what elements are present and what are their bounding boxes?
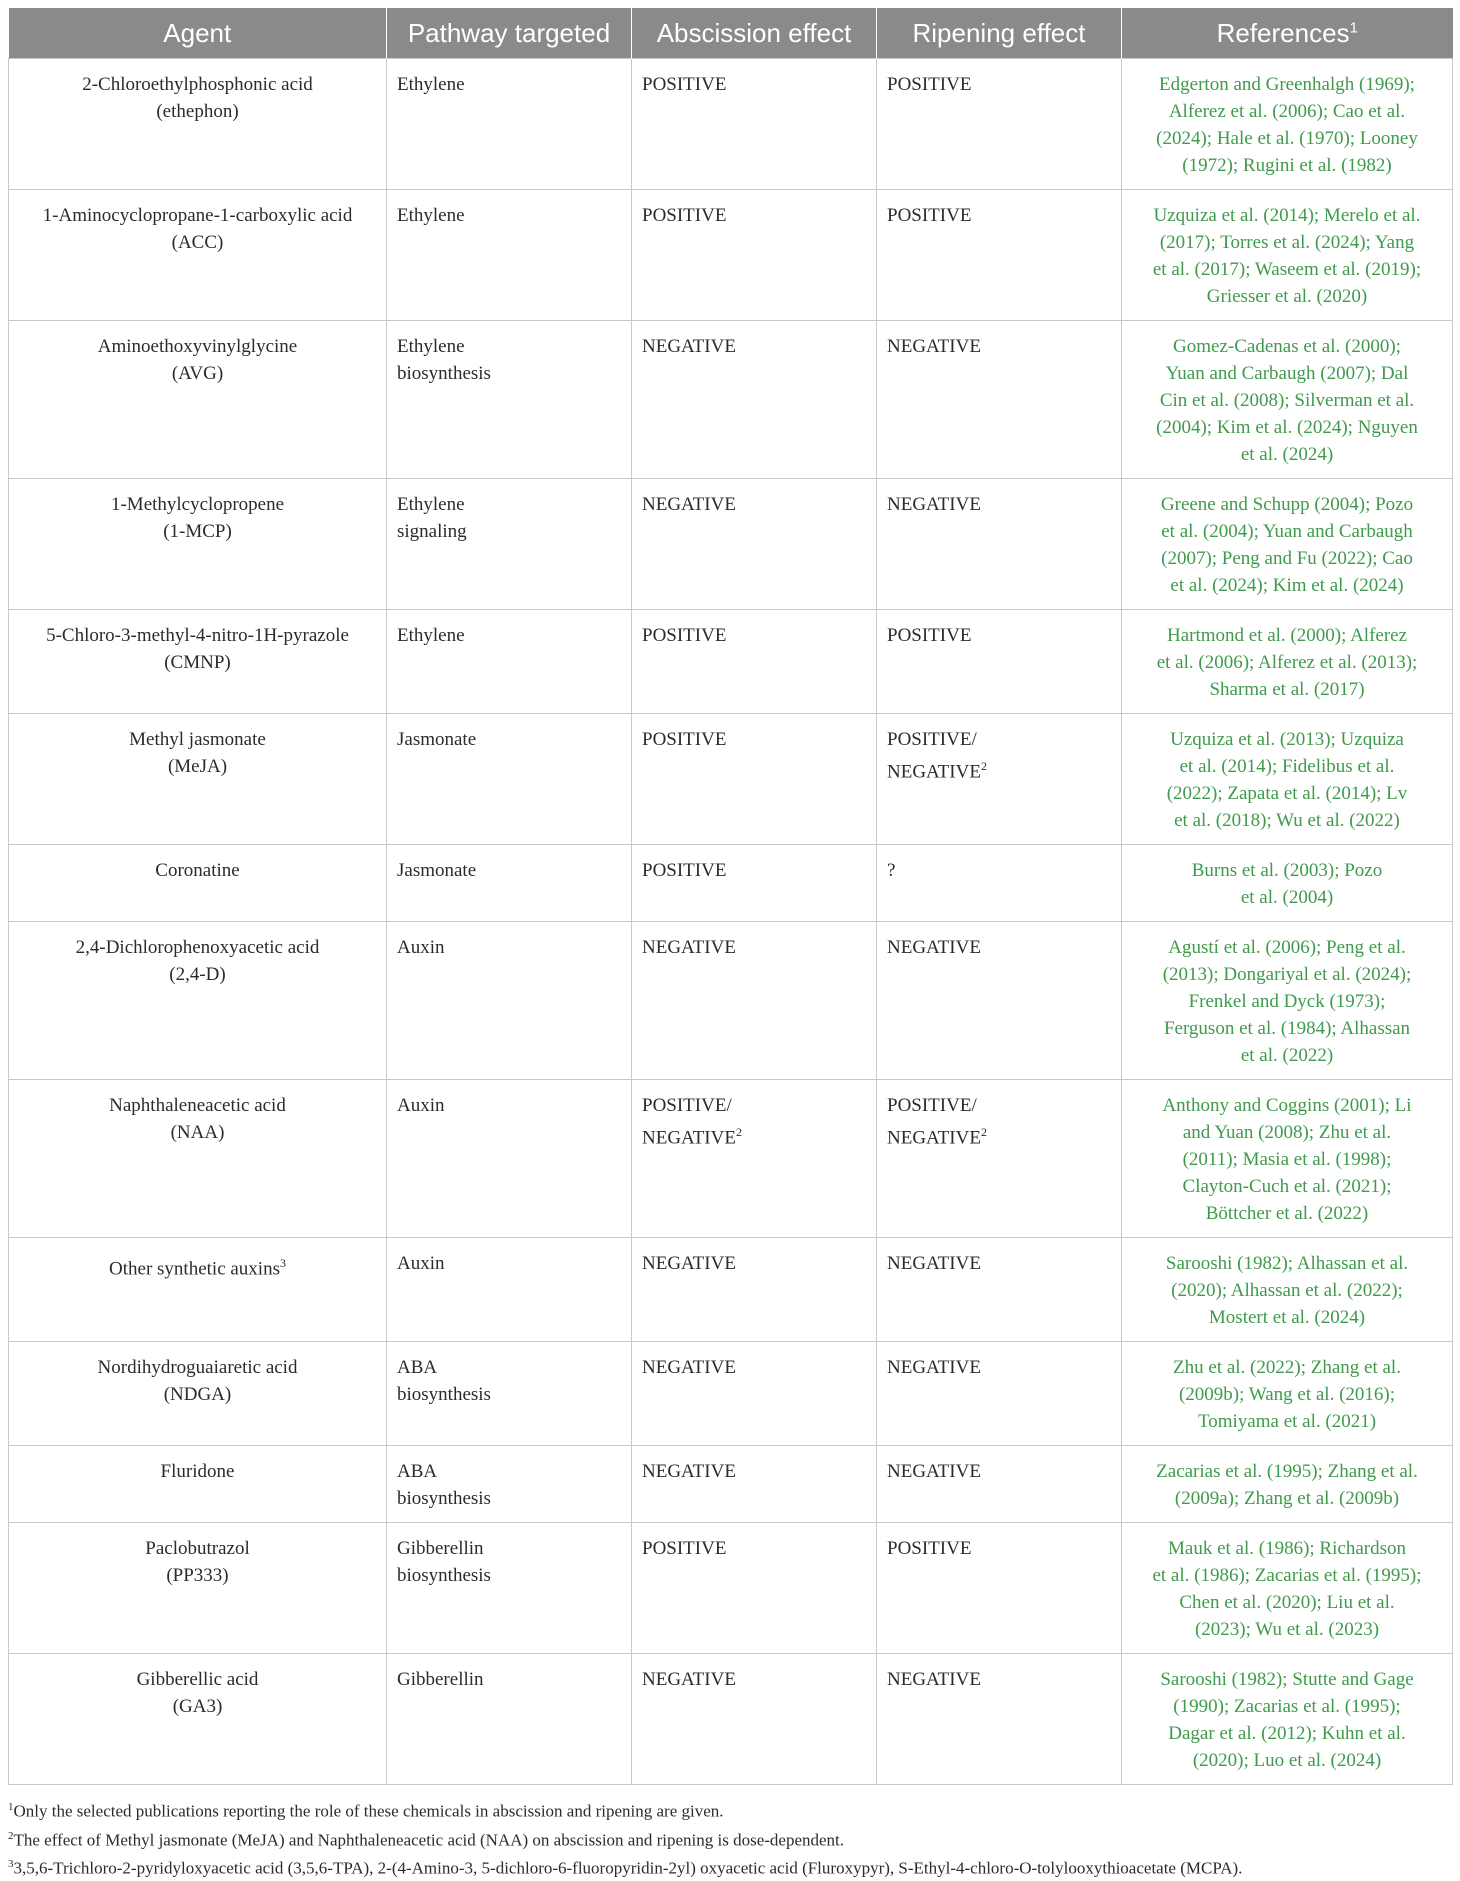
references-line: and Yuan (2008); Zhu et al. <box>1182 1122 1392 1143</box>
header-agent: Agent <box>9 8 387 59</box>
ripening-cell <box>877 714 1122 845</box>
references-line: (2013); Dongariyal et al. (2024); <box>1162 964 1412 985</box>
agent-cell <box>9 190 387 321</box>
references-line: (2022); Zapata et al. (2014); Lv <box>1166 783 1408 804</box>
agent-line: Fluridone <box>160 1461 235 1482</box>
agent-cell <box>9 714 387 845</box>
ripening-cell <box>877 610 1122 714</box>
abscission-line: POSITIVE <box>642 729 727 750</box>
references-cell <box>1122 845 1453 922</box>
references-line: Alferez et al. (2006); Cao et al. <box>1168 101 1406 122</box>
pathway-cell <box>387 1342 632 1446</box>
pathway-line: biosynthesis <box>397 1384 491 1405</box>
agent-line: Gibberellic acid <box>136 1669 259 1690</box>
abscission-cell <box>632 1523 877 1654</box>
agent-line: Naphthaleneacetic acid <box>109 1095 286 1116</box>
table-row <box>9 1446 1453 1523</box>
pathway-cell <box>387 922 632 1080</box>
pathway-cell <box>387 1238 632 1342</box>
table-row <box>9 922 1453 1080</box>
ripening-line: POSITIVE/ <box>887 1095 977 1116</box>
references-line: Böttcher et al. (2022) <box>1205 1203 1369 1224</box>
ripening-line: NEGATIVE <box>887 1669 981 1690</box>
table-row <box>9 1654 1453 1785</box>
ripening-line: NEGATIVE$^2$ <box>887 759 987 783</box>
pathway-line: biosynthesis <box>397 363 491 384</box>
agent-line: 2-Chloroethylphosphonic acid <box>82 74 313 95</box>
ripening-cell <box>877 1342 1122 1446</box>
references-line: Gomez-Cadenas et al. (2000); <box>1173 336 1401 357</box>
references-line: (2020); Luo et al. (2024) <box>1192 1750 1382 1771</box>
references-line: Hartmond et al. (2000); Alferez <box>1166 625 1408 646</box>
table-body <box>9 59 1453 1785</box>
references-line: et al. (2017); Waseem et al. (2019); <box>1152 259 1422 280</box>
pathway-line: Ethylene <box>397 336 465 357</box>
references-line: Greene and Schupp (2004); Pozo <box>1160 494 1414 515</box>
references-line: Sharma et al. (2017) <box>1209 679 1365 700</box>
footnote <box>8 1795 1452 1824</box>
agent-line: (GA3) <box>172 1696 223 1717</box>
footnote-marker: 2 <box>980 759 987 773</box>
table-row <box>9 321 1453 479</box>
abscission-line: NEGATIVE <box>642 1253 736 1274</box>
pathway-line: Ethylene <box>397 494 465 515</box>
abscission-cell <box>632 714 877 845</box>
agent-cell <box>9 1080 387 1238</box>
ripening-line: NEGATIVE <box>887 494 981 515</box>
ripening-cell <box>877 321 1122 479</box>
references-line: Sarooshi (1982); Alhassan et al. <box>1165 1253 1409 1274</box>
abscission-line: POSITIVE/ <box>642 1095 732 1116</box>
pathway-line: Auxin <box>397 937 445 958</box>
pathway-cell <box>387 714 632 845</box>
ripening-line: POSITIVE/ <box>887 729 977 750</box>
references-line: Uzquiza et al. (2013); Uzquiza <box>1170 729 1404 750</box>
references-cell <box>1122 714 1453 845</box>
references-line: et al. (2024) <box>1240 444 1334 465</box>
references-line: Tomiyama et al. (2021) <box>1197 1411 1377 1432</box>
pathway-cell <box>387 1080 632 1238</box>
ripening-line: NEGATIVE$^2$ <box>887 1125 987 1149</box>
ripening-line: ? <box>887 860 896 881</box>
references-line: (2004); Kim et al. (2024); Nguyen <box>1156 417 1418 438</box>
agent-line: Methyl jasmonate <box>129 729 266 750</box>
references-line: (2017); Torres et al. (2024); Yang <box>1159 232 1415 253</box>
table-row <box>9 610 1453 714</box>
abscission-cell <box>632 1238 877 1342</box>
pathway-line: Jasmonate <box>397 729 477 750</box>
references-line: Mauk et al. (1986); Richardson <box>1168 1538 1406 1559</box>
ripening-cell <box>877 1523 1122 1654</box>
ripening-line: POSITIVE <box>887 625 972 646</box>
ripening-cell <box>877 1654 1122 1785</box>
footnote-marker: 3 <box>8 1858 14 1871</box>
footnote-marker: 1 <box>1349 18 1358 36</box>
agent-cell <box>9 845 387 922</box>
abscission-line: POSITIVE <box>642 860 727 881</box>
references-cell <box>1122 1446 1453 1523</box>
references-line: Frenkel and Dyck (1973); <box>1188 991 1386 1012</box>
agent-line: (NDGA) <box>163 1384 232 1405</box>
ripening-cell <box>877 1080 1122 1238</box>
table-row <box>9 714 1453 845</box>
abscission-line: NEGATIVE <box>642 1669 736 1690</box>
pathway-line: signaling <box>397 521 467 542</box>
references-line: Agustí et al. (2006); Peng et al. <box>1168 937 1406 958</box>
footnote-text: Only the selected publications reporting the role of these chemicals in abscission and ripening are given. <box>13 1801 724 1821</box>
references-cell <box>1122 1342 1453 1446</box>
abscission-cell <box>632 321 877 479</box>
ripening-line: NEGATIVE <box>887 1253 981 1274</box>
ripening-line: POSITIVE <box>887 205 972 226</box>
references-line: et al. (1986); Zacarias et al. (1995); <box>1152 1565 1422 1586</box>
abscission-cell <box>632 1080 877 1238</box>
abscission-cell <box>632 190 877 321</box>
pathway-cell <box>387 610 632 714</box>
footnote-text: The effect of Methyl jasmonate (MeJA) and Naphthaleneacetic acid (NAA) on abscission and ripening is dose-dependent. <box>13 1830 845 1850</box>
agent-line: (PP333) <box>166 1565 229 1586</box>
abscission-cell <box>632 479 877 610</box>
pathway-cell <box>387 321 632 479</box>
agent-cell <box>9 1446 387 1523</box>
abscission-line: NEGATIVE <box>642 494 736 515</box>
ripening-line: POSITIVE <box>887 1538 972 1559</box>
abscission-cell <box>632 1654 877 1785</box>
table-row <box>9 59 1453 190</box>
agent-line: (ethephon) <box>156 101 239 122</box>
table-header-row <box>9 8 1453 59</box>
pathway-line: Ethylene <box>397 205 465 226</box>
pathway-line: ABA <box>397 1357 438 1378</box>
table-row <box>9 1080 1453 1238</box>
references-line: (2007); Peng and Fu (2022); Cao <box>1161 548 1413 569</box>
abscission-line: POSITIVE <box>642 625 727 646</box>
table-row <box>9 1523 1453 1654</box>
ripening-line: NEGATIVE <box>887 1357 981 1378</box>
abscission-line: POSITIVE <box>642 74 727 95</box>
abscission-cell <box>632 1446 877 1523</box>
references-line: et al. (2022) <box>1240 1045 1334 1066</box>
agent-line: 5-Chloro-3-methyl-4-nitro-1H-pyrazole <box>46 625 349 646</box>
abscission-line: NEGATIVE <box>642 937 736 958</box>
agent-line: Paclobutrazol <box>145 1538 250 1559</box>
abscission-cell <box>632 922 877 1080</box>
ripening-cell <box>877 59 1122 190</box>
references-cell <box>1122 610 1453 714</box>
pathway-line: Auxin <box>397 1095 445 1116</box>
pathway-cell <box>387 1446 632 1523</box>
abscission-cell <box>632 59 877 190</box>
ripening-line: NEGATIVE <box>887 336 981 357</box>
references-line: (2009b); Wang et al. (2016); <box>1178 1384 1396 1405</box>
agent-cell <box>9 479 387 610</box>
pathway-line: Ethylene <box>397 74 465 95</box>
table-row <box>9 190 1453 321</box>
abscission-line: POSITIVE <box>642 205 727 226</box>
header-pathway: Pathway targeted <box>387 8 632 59</box>
header-ripening: Ripening effect <box>877 8 1122 59</box>
references-line: et al. (2004); Yuan and Carbaugh <box>1161 521 1413 542</box>
agents-table <box>8 8 1453 1785</box>
pathway-cell <box>387 59 632 190</box>
references-line: (1990); Zacarias et al. (1995); <box>1173 1696 1401 1717</box>
footnote <box>8 1824 1452 1853</box>
pathway-line: biosynthesis <box>397 1565 491 1586</box>
references-line: Cin et al. (2008); Silverman et al. <box>1159 390 1415 411</box>
references-line: Sarooshi (1982); Stutte and Gage <box>1160 1669 1414 1690</box>
table-container <box>8 8 1452 1881</box>
ripening-line: NEGATIVE <box>887 937 981 958</box>
ripening-cell <box>877 922 1122 1080</box>
abscission-line: NEGATIVE$^2$ <box>642 1125 742 1149</box>
pathway-cell <box>387 1523 632 1654</box>
agent-line: (2,4-D) <box>169 964 226 985</box>
ripening-line: NEGATIVE <box>887 1461 981 1482</box>
references-cell <box>1122 1238 1453 1342</box>
pathway-line: Jasmonate <box>397 860 477 881</box>
references-line: Griesser et al. (2020) <box>1206 286 1368 307</box>
abscission-line: NEGATIVE <box>642 1357 736 1378</box>
pathway-cell <box>387 1654 632 1785</box>
agent-cell <box>9 1654 387 1785</box>
ripening-cell <box>877 190 1122 321</box>
footnote-marker: 3 <box>279 1256 286 1270</box>
references-line: et al. (2014); Fidelibus et al. <box>1179 756 1395 777</box>
agent-cell <box>9 610 387 714</box>
abscission-cell <box>632 610 877 714</box>
abscission-line: POSITIVE <box>642 1538 727 1559</box>
agent-cell <box>9 922 387 1080</box>
references-line: Mostert et al. (2024) <box>1208 1307 1366 1328</box>
references-line: et al. (2006); Alferez et al. (2013); <box>1156 652 1418 673</box>
references-line: et al. (2004) <box>1240 887 1334 908</box>
references-line: Zacarias et al. (1995); Zhang et al. <box>1156 1461 1418 1482</box>
agent-line: (AVG) <box>171 363 224 384</box>
references-line: Uzquiza et al. (2014); Merelo et al. <box>1153 205 1421 226</box>
references-line: Anthony and Coggins (2001); Li <box>1162 1095 1412 1116</box>
references-line: Yuan and Carbaugh (2007); Dal <box>1165 363 1409 384</box>
pathway-cell <box>387 190 632 321</box>
agent-line: (MeJA) <box>167 756 228 777</box>
pathway-line: Auxin <box>397 1253 445 1274</box>
footnote-marker: 2 <box>980 1125 987 1139</box>
ripening-cell <box>877 845 1122 922</box>
agent-cell <box>9 1342 387 1446</box>
references-line: Burns et al. (2003); Pozo <box>1191 860 1383 881</box>
agent-cell <box>9 1523 387 1654</box>
agent-line: Nordihydroguaiaretic acid <box>97 1357 298 1378</box>
abscission-cell <box>632 1342 877 1446</box>
footnote-marker: 2 <box>8 1829 14 1842</box>
pathway-line: Gibberellin <box>397 1538 484 1559</box>
footnote-marker: 1 <box>8 1801 14 1813</box>
footnote-text: 3,5,6-Trichloro-2-pyridyloxyacetic acid (3,5,6-TPA), 2-(4-Amino-3, 5-dichloro-6-fluoropyridin-2yl) oxyacetic acid (Fluroxypyr), S-Ethyl-4-chloro-O-tolylooxythioacetate (MCPA). <box>13 1858 1243 1878</box>
agent-line: Other synthetic auxins$^3$ <box>109 1256 286 1280</box>
ripening-cell <box>877 1238 1122 1342</box>
pathway-line: Ethylene <box>397 625 465 646</box>
references-line: Zhu et al. (2022); Zhang et al. <box>1173 1357 1401 1378</box>
agent-line: 1-Aminocyclopropane-1-carboxylic acid <box>42 205 353 226</box>
table-row <box>9 845 1453 922</box>
references-line: Chen et al. (2020); Liu et al. <box>1179 1592 1395 1613</box>
abscission-line: NEGATIVE <box>642 336 736 357</box>
header-references: References$^1$ <box>1122 8 1453 59</box>
references-line: et al. (2024); Kim et al. (2024) <box>1170 575 1404 596</box>
ripening-cell <box>877 1446 1122 1523</box>
pathway-line: Gibberellin <box>397 1669 484 1690</box>
agent-line: (CMNP) <box>164 652 231 673</box>
references-cell <box>1122 1654 1453 1785</box>
pathway-cell <box>387 479 632 610</box>
header-abscission: Abscission effect <box>632 8 877 59</box>
references-line: (2020); Alhassan et al. (2022); <box>1171 1280 1403 1301</box>
references-cell <box>1122 59 1453 190</box>
agent-cell <box>9 1238 387 1342</box>
references-line: Edgerton and Greenhalgh (1969); <box>1159 74 1415 95</box>
agent-line: (1-MCP) <box>163 521 232 542</box>
footnote <box>8 1852 1452 1881</box>
table-row <box>9 1342 1453 1446</box>
footnote-marker: 2 <box>735 1125 742 1139</box>
references-cell <box>1122 479 1453 610</box>
agent-line: 2,4-Dichlorophenoxyacetic acid <box>75 937 320 958</box>
abscission-cell <box>632 845 877 922</box>
references-cell <box>1122 190 1453 321</box>
references-cell <box>1122 1523 1453 1654</box>
agent-line: Coronatine <box>155 860 240 881</box>
references-line: (2024); Hale et al. (1970); Looney <box>1156 128 1418 149</box>
table-row <box>9 1238 1453 1342</box>
agent-line: Aminoethoxyvinylglycine <box>97 336 298 357</box>
agent-cell <box>9 59 387 190</box>
table-row <box>9 479 1453 610</box>
references-cell <box>1122 1080 1453 1238</box>
references-line: Dagar et al. (2012); Kuhn et al. <box>1168 1723 1406 1744</box>
references-line: (2011); Masia et al. (1998); <box>1182 1149 1392 1170</box>
references-line: et al. (2018); Wu et al. (2022) <box>1174 810 1400 831</box>
abscission-line: NEGATIVE <box>642 1461 736 1482</box>
references-cell <box>1122 922 1453 1080</box>
references-cell <box>1122 321 1453 479</box>
agent-line: (ACC) <box>171 232 224 253</box>
agent-line: 1-Methylcyclopropene <box>110 494 285 515</box>
references-line: Ferguson et al. (1984); Alhassan <box>1163 1018 1411 1039</box>
references-line: Clayton-Cuch et al. (2021); <box>1182 1176 1392 1197</box>
references-line: (1972); Rugini et al. (1982) <box>1182 155 1392 176</box>
pathway-line: biosynthesis <box>397 1488 491 1509</box>
agent-line: (NAA) <box>170 1122 225 1143</box>
references-line: (2023); Wu et al. (2023) <box>1194 1619 1380 1640</box>
footnotes <box>8 1795 1452 1881</box>
agent-cell <box>9 321 387 479</box>
pathway-cell <box>387 845 632 922</box>
pathway-line: ABA <box>397 1461 438 1482</box>
ripening-cell <box>877 479 1122 610</box>
ripening-line: POSITIVE <box>887 74 972 95</box>
references-line: (2009a); Zhang et al. (2009b) <box>1174 1488 1400 1509</box>
